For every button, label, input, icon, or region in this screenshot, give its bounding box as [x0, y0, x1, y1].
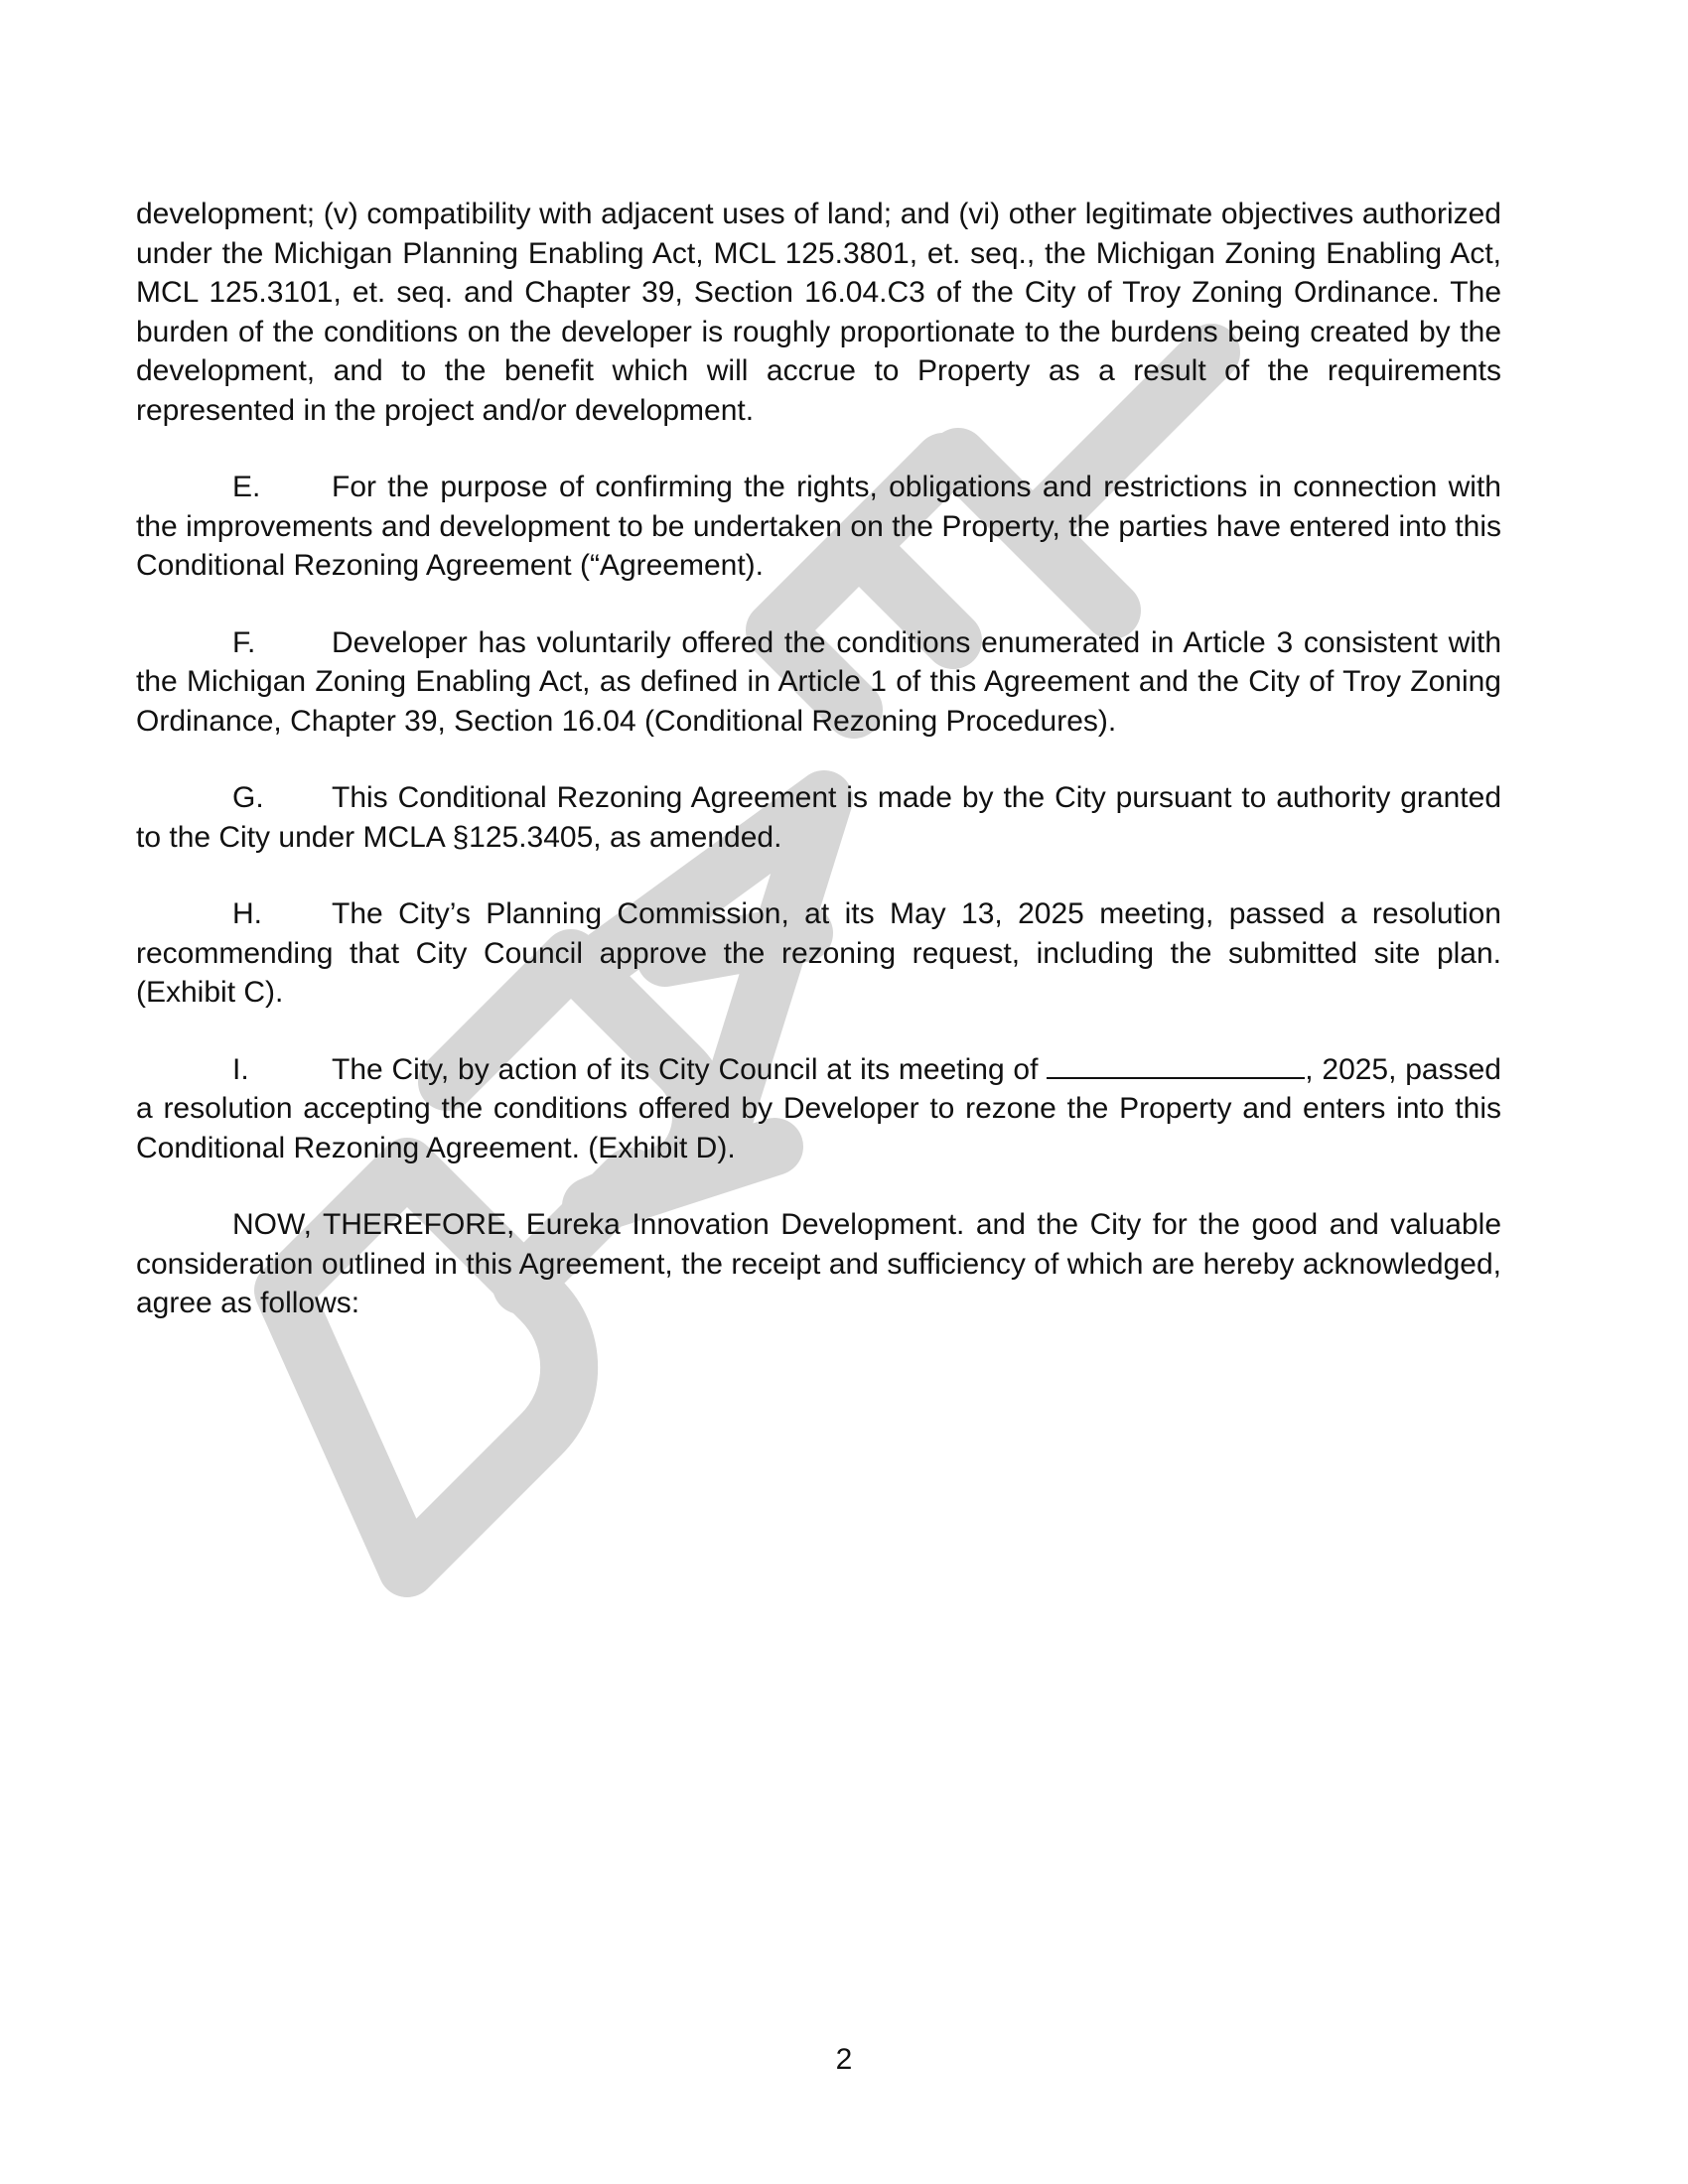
recital-letter: F. — [232, 625, 256, 659]
recital-text: This Conditional Rezoning Agreement is made by the City pursuant to authority granted to the City under MCLA §125.3405, as amended. — [136, 781, 1501, 854]
recital-text: Developer has voluntarily offered the conditions enumerated in Article 3 consistent with the Michigan Zoning Enabling Act, as defined in Article 1 of this Agreement and the City of Troy Zoning Ordinance, Chapter 39, Section 16.04 (Conditional Rezoning Procedures). — [136, 625, 1501, 738]
recital-f — [136, 623, 1501, 742]
recital-letter: H. — [232, 897, 262, 930]
now-therefore-paragraph: NOW, THEREFORE, Eureka Innovation Development. and the City for the good and valuable consideration outlined in this Agreement, the receipt and sufficiency of which are hereby acknowledged, agree as follows: — [136, 1208, 1501, 1319]
recital-letter: E. — [232, 471, 261, 503]
recital-i — [136, 1050, 1501, 1168]
paragraph-continuation: development; (v) compatibility with adjacent uses of land; and (vi) other legitimate objectives authorized under the Michigan Planning Enabling Act, MCL 125.3801, et. seq., the Michigan Zoning Enabling Act, MCL 125.3101, et. seq. and Chapter 39, Section 16.04.C3 of the City of Troy Zoning Ordinance. The burden of the conditions on the developer is roughly proportionate to the burdens being created by the development, and to the benefit which will accrue to Property as a result of the requirements represented in the project and/or development. — [136, 198, 1501, 427]
recital-g — [136, 778, 1501, 857]
recital-text-before: The City, by action of its City Council at its meeting of — [332, 1052, 1048, 1086]
recital-h — [136, 894, 1501, 1013]
recital-letter: G. — [232, 781, 264, 814]
recital-text-after: , 2025, passed a resolution accepting the conditions offered by Developer to rezone the Property and enters into this Conditional Rezoning Agreement. (Exhibit D). — [136, 1052, 1501, 1164]
recital-text: The City’s Planning Commission, at its May 13, 2025 meeting, passed a resolution recommending that City Council approve the rezoning request, including the submitted site plan. (Exhibit C). — [136, 897, 1501, 1009]
date-blank-line — [1047, 1051, 1305, 1079]
recital-e — [136, 468, 1501, 586]
document-body — [136, 195, 1501, 1361]
page-number: 2 — [835, 2043, 853, 2076]
recital-text: For the purpose of confirming the rights, obligations and restrictions in connection with the improvements and development to be undertaken on the Property, the parties have entered into this Conditional Rezoning Agreement (“Agreement). — [136, 471, 1501, 582]
recital-letter: I. — [232, 1052, 249, 1086]
